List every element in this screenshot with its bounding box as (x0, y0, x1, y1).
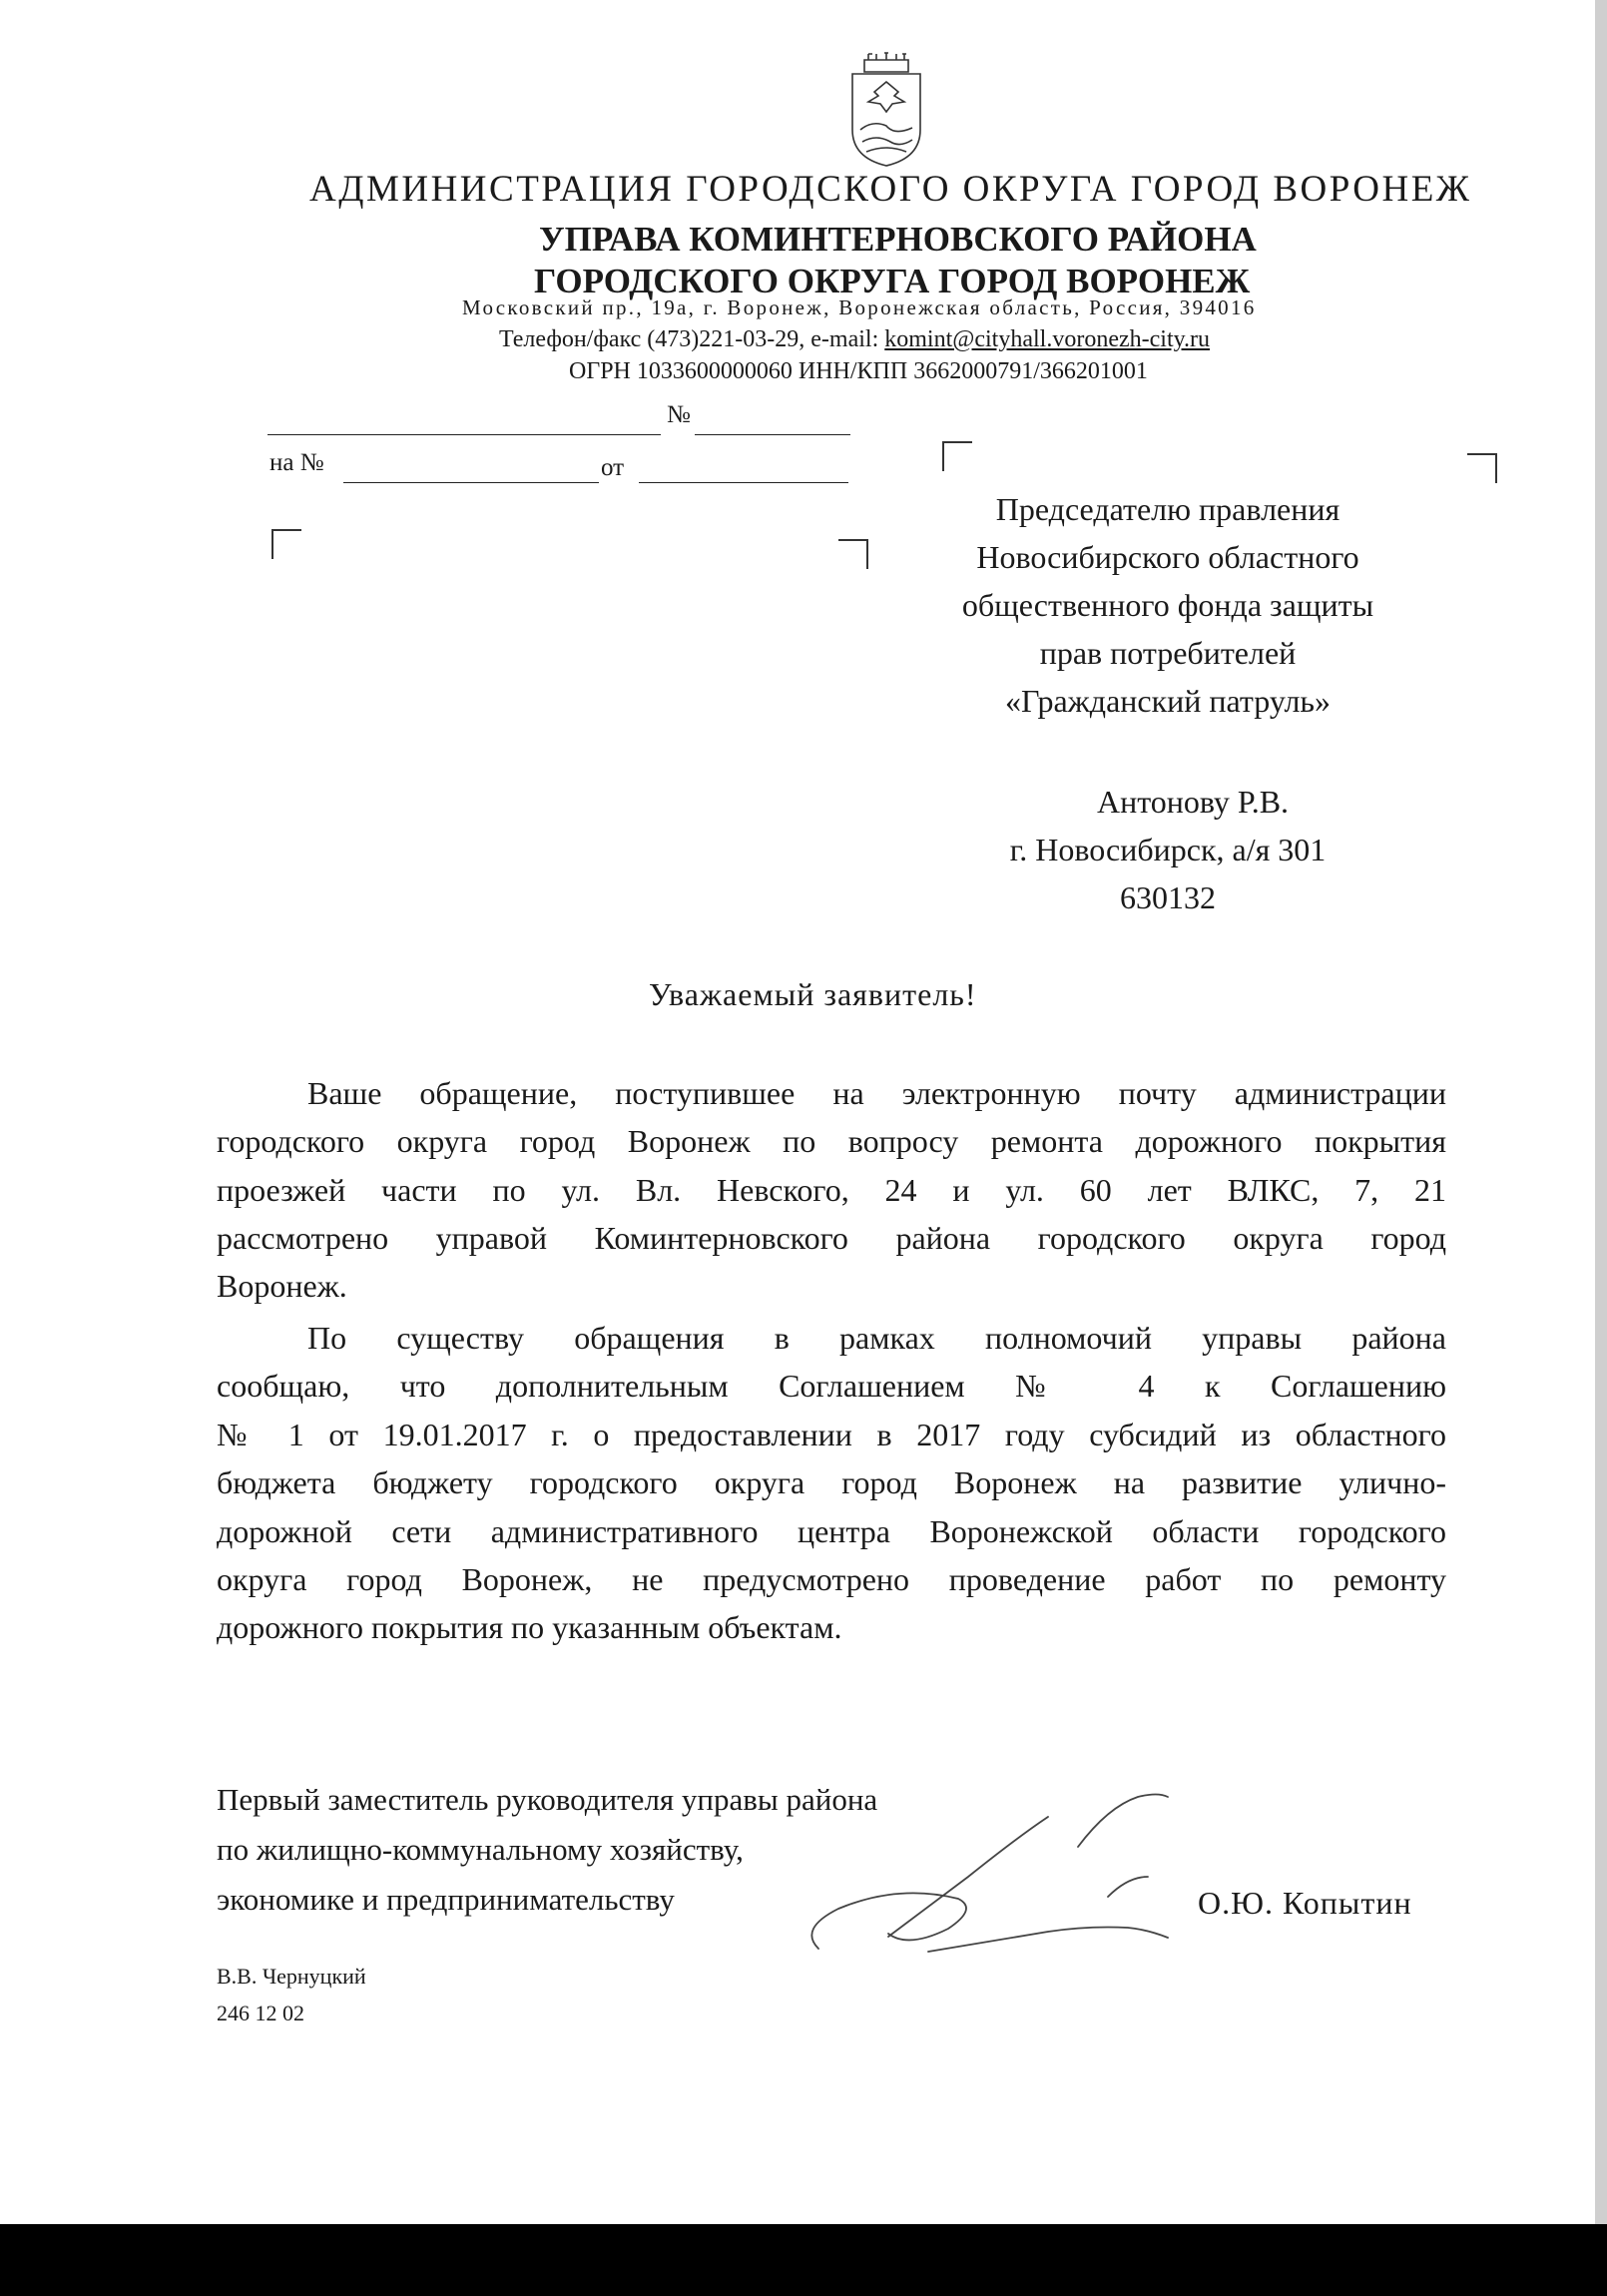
signer-title-line: Первый заместитель руководителя управы района (217, 1782, 878, 1817)
body-line: бюджета бюджету городского округа город Воронеж на развитие улично- (217, 1464, 1446, 1500)
addressee-name: Антонову Р.В. (1096, 784, 1290, 820)
body-line: Ваше обращение, поступившее на электронную почту администрации (307, 1075, 1446, 1111)
signer-title-line: по жилищно-коммунальному хозяйству, (217, 1832, 744, 1867)
ref-number-line (343, 482, 599, 483)
addressee-line: «Гражданский патруль» (1004, 683, 1331, 719)
body-line: городского округа город Воронеж по вопросу ремонта дорожного покрытия (217, 1123, 1446, 1159)
coat-of-arms-emblem (846, 52, 926, 170)
ref-date-line (639, 482, 848, 483)
signer-name: О.Ю. Копытин (1198, 1885, 1412, 1921)
addressee-line: общественного фонда защиты (961, 587, 1374, 623)
reg-date-line (268, 434, 661, 435)
addressee-line: Новосибирского областного (976, 539, 1359, 575)
ref-number-label: на № (269, 449, 324, 476)
addressee-line: Председателю правления (995, 491, 1340, 527)
body-line: дорожного покрытия по указанным объектам. (217, 1609, 842, 1645)
handwritten-signature (779, 1777, 1258, 1967)
left-block-corner-tr (838, 539, 868, 569)
addressee-corner-tl (942, 441, 972, 471)
page-edge (1595, 0, 1607, 2224)
body-line: По существу обращения в рамках полномочий управы района (307, 1320, 1446, 1356)
org-name: АДМИНИСТРАЦИЯ ГОРОДСКОГО ОКРУГА ГОРОД ВОРОНЕЖ (309, 169, 1472, 210)
body-line: проезжей части по ул. Вл. Невского, 24 и ул. 60 лет ВЛКС, 7, 21 (217, 1172, 1446, 1208)
phone-fax: Телефон/факс (473)221-03-29, e-mail: (499, 326, 885, 352)
ref-from-label: от (601, 454, 625, 481)
org-registration-ids: ОГРН 1033600000060 ИНН/КПП 3662000791/366201001 (569, 358, 1148, 384)
email-link[interactable]: komint@cityhall.voronezh-city.ru (884, 326, 1211, 352)
scan-bottom-band (0, 2224, 1607, 2296)
reg-number-line (695, 434, 850, 435)
org-address: Московский пр., 19а, г. Воронеж, Воронежская область, Россия, 394016 (462, 295, 1257, 319)
signer-title-line: экономике и предпринимательству (217, 1882, 675, 1917)
body-line: № 1 от 19.01.2017 г. о предоставлении в 2017 году субсидий из областного (217, 1417, 1446, 1452)
addressee-city: г. Новосибирск, а/я 301 (1009, 832, 1327, 867)
executor-phone: 246 12 02 (217, 2001, 304, 2025)
addressee-line: прав потребителей (1039, 635, 1297, 671)
org-contacts (499, 326, 1210, 353)
body-line: рассмотрено управой Коминтерновского района городского округа город (217, 1220, 1446, 1256)
dept-name-line2: ГОРОДСКОГО ОКРУГА ГОРОД ВОРОНЕЖ (534, 262, 1251, 300)
salutation: Уважаемый заявитель! (649, 976, 977, 1012)
addressee-corner-tr (1467, 453, 1497, 483)
dept-name-line1: УПРАВА КОМИНТЕРНОВСКОГО РАЙОНА (539, 220, 1257, 259)
executor-name: В.В. Чернуцкий (217, 1964, 366, 1989)
body-line: дорожной сети административного центра Воронежской области городского (217, 1513, 1446, 1549)
body-line: Воронеж. (217, 1268, 347, 1304)
reg-number-label: № (667, 401, 691, 428)
body-line: округа город Воронеж, не предусмотрено проведение работ по ремонту (217, 1561, 1446, 1597)
body-line: сообщаю, что дополнительным Соглашением № 4 к Соглашению (217, 1368, 1446, 1404)
addressee-zip: 630132 (1120, 879, 1216, 915)
left-block-corner-tl (271, 529, 301, 559)
